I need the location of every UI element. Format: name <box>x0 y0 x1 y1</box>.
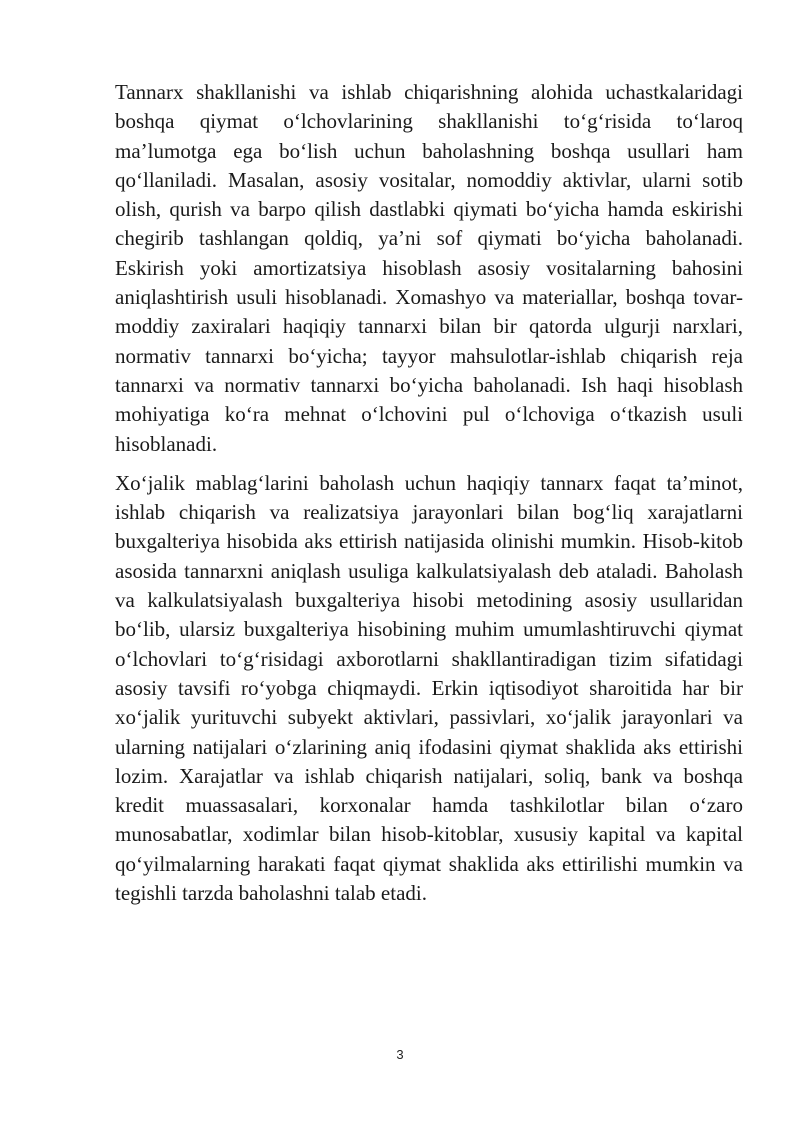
page-number: 3 <box>396 1047 404 1062</box>
paragraph-1: Tannarx shakllanishi va ishlab chiqarishning alohida uchastkalaridagi boshqa qiymat o‘lchovlarining shakllanishi to‘g‘risida to‘laroq ma’lumotga ega bo‘lish uchun baholashning boshqa usullari ham qo‘llaniladi. Masalan, asosiy vositalar, nomoddiy aktivlar, ularni sotib olish, qurish va barpo qilish dastlabki qiymati bo‘yicha hamda eskirishi chegirib tashlangan qoldiq, ya’ni sof qiymati bo‘yicha baholanadi. Eskirish yoki amortizatsiya hisoblash asosiy vositalarning bahosini aniqlashtirish usuli hisoblanadi. Xomashyo va materiallar, boshqa tovar-moddiy zaxiralari haqiqiy tannarxi bilan bir qatorda ulgurji narxlari, normativ tannarxi bo‘yicha; tayyor mahsulotlar-ishlab chiqarish reja tannarxi va normativ tannarxi bo‘yicha baholanadi. Ish haqi hisoblash mohiyatiga ko‘ra mehnat o‘lchovini pul o‘lchoviga o‘tkazish usuli hisoblanadi. <box>115 80 743 456</box>
body-text <box>115 78 743 908</box>
paragraph-2: Xo‘jalik mablag‘larini baholash uchun haqiqiy tannarx faqat ta’minot, ishlab chiqarish va realizatsiya jarayonlari bilan bog‘liq xarajatlarni buxgalteriya hisobida aks ettirish natijasida olinishi mumkin. Hisob-kitob asosida tannarxni aniqlash usuliga kalkulatsiyalash deb ataladi. Baholash va kalkulatsiyalash buxgalteriya hisobi metodining asosiy usullaridan bo‘lib, ularsiz buxgalteriya hisobining muhim umumlashtiruvchi qiymat o‘lchovlari to‘g‘risidagi axborotlarni shakllantiradigan tizim sifatidagi asosiy tavsifi ro‘yobga chiqmaydi. Erkin iqtisodiyot sharoitida har bir xo‘jalik yurituvchi subyekt aktivlari, passivlari, xo‘jalik jarayonlari va ularning natijalari o‘zlarining aniq ifodasini qiymat shaklida aks ettirishi lozim. Xarajatlar va ishlab chiqarish natijalari, soliq, bank va boshqa kredit muassasalari, korxonalar hamda tashkilotlar bilan o‘zaro munosabatlar, xodimlar bilan hisob-kitoblar, xususiy kapital va kapital qo‘yilmalarning harakati faqat qiymat shaklida aks ettirilishi mumkin va tegishli tarzda baholashni talab etadi. <box>115 470 743 906</box>
